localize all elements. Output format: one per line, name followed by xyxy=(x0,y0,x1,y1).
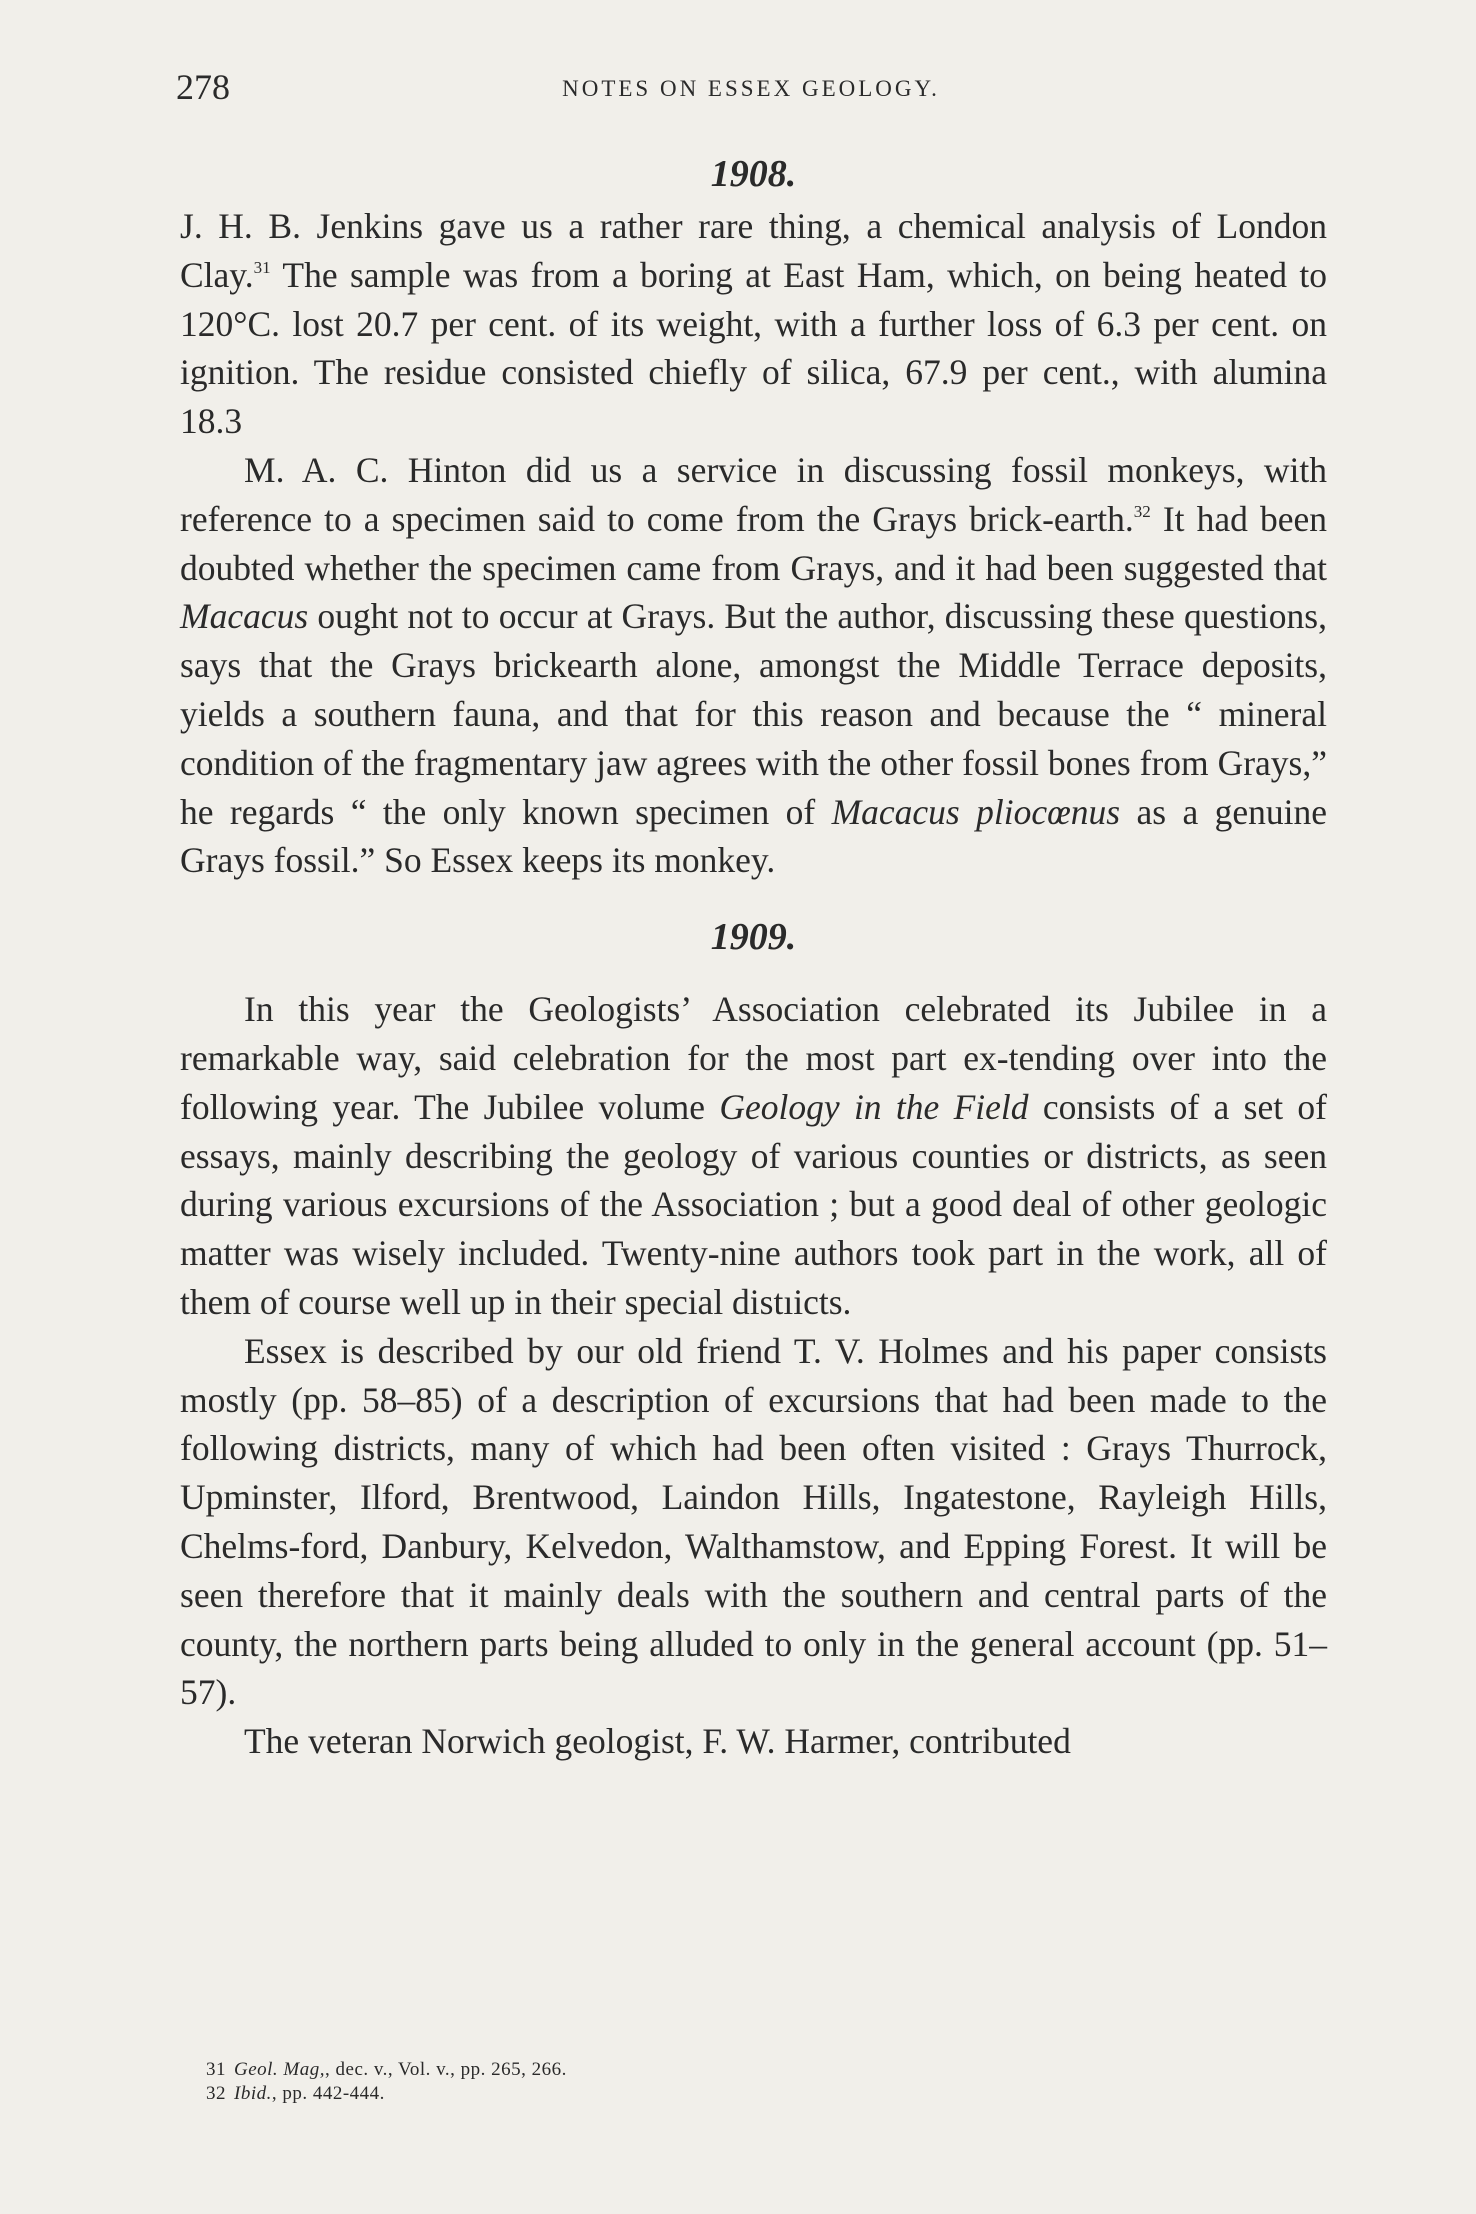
footnote-number: 32 xyxy=(206,2083,226,2104)
italic-text: Geol. Mag, xyxy=(234,2059,326,2080)
footnote: 32 Ibid., pp. 442-444. xyxy=(206,2083,385,2104)
paragraph: In this year the Geologists’ Association celebrated its Jubilee in a remarkable way, said celebration for the most part ex-tending over into the following year. The Jubilee volume Geology in the Field consists of a set of essays, mainly describing the geology of various counties or districts, as seen during various excursions of the Association ; but a good deal of other geologic matter was wisely included. Twenty-nine authors took part in the work, all of them of course well up in their special distıicts. xyxy=(180,989,1327,1322)
footnote-reference: 31 xyxy=(253,257,271,277)
page-body xyxy=(180,148,1327,1766)
running-title: NOTES ON ESSEX GEOLOGY. xyxy=(562,76,940,101)
footnote-number: 31 xyxy=(206,2059,226,2080)
paragraph: J. H. B. Jenkins gave us a rather rare thing, a chemical analysis of London Clay.$^{31}$ The sample was from a boring at East Ham, which, on being heated to 120°C. lost 20.7 per cent. of its weight, with a further loss of 6.3 per cent. on ignition. The residue consisted chiefly of silica, 67.9 per cent., with alumina 18.3 xyxy=(180,206,1327,442)
paragraph: The veteran Norwich geologist, F. W. Harmer, contributed xyxy=(244,1721,1071,1762)
footnotes xyxy=(206,2058,1106,2106)
footnote-reference: 32 xyxy=(1133,501,1151,521)
italic-text: Ibid. xyxy=(234,2083,272,2104)
paragraph: Essex is described by our old friend T. V. Holmes and his paper consists mostly (pp. 58–85) of a description of excursions that had been made to the following districts, many of which had been often visited : Grays Thurrock, Upminster, Ilford, Brentwood, Laindon Hills, Ingatestone, Rayleigh Hills, Chelms-ford, Danbury, Kelvedon, Walthamstow, and Epping Forest. It will be seen therefore that it mainly deals with the southern and central parts of the county, the northern parts being alluded to only in the general account (pp. 51–57). xyxy=(180,1330,1327,1713)
page-header xyxy=(176,66,1326,116)
section-heading-1909: 1909. xyxy=(710,916,797,959)
section-heading-1908: 1908. xyxy=(710,153,797,195)
paragraph: M. A. C. Hinton did us a service in discussing fossil monkeys, with reference to a specimen said to come from the Grays brick-earth.$^{32}$ It had been doubted whether the specimen came from Grays, and it had been suggested that Macacus ought not to occur at Grays. But the author, discussing these questions, says that the Grays brickearth alone, amongst the Middle Terrace deposits, yields a southern fauna, and that for this reason and because the “ mineral condition of the fragmentary jaw agrees with the other fossil bones from Grays,” he regards “ the only known specimen of Macacus pliocœnus as a genuine Grays fossil.” So Essex keeps its monkey. xyxy=(180,449,1327,881)
italic-text: Macacus xyxy=(180,596,309,637)
italic-text: Geology in the Field xyxy=(719,1086,1029,1127)
italic-text: Macacus pliocœnus xyxy=(831,791,1121,832)
page-number: 278 xyxy=(176,67,230,107)
footnote: 31 Geol. Mag,, dec. v., Vol. v., pp. 265, 266. xyxy=(206,2059,567,2080)
